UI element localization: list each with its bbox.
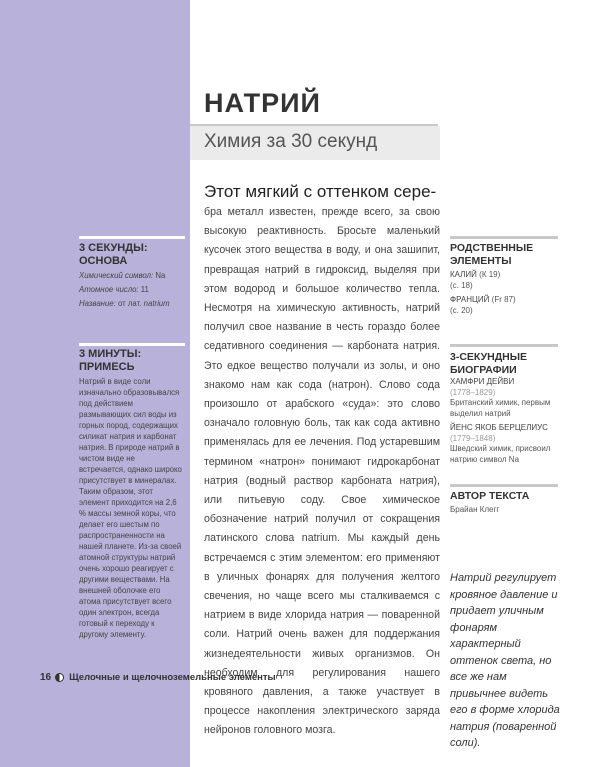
chapter-title: Щелочные и щелочноземельные элементы bbox=[69, 672, 276, 683]
related-item bbox=[450, 295, 560, 316]
bios-heading: 3-СЕКУНДНЫЕ БИОГРАФИИ bbox=[450, 351, 528, 376]
related-item bbox=[450, 270, 560, 291]
author-divider bbox=[450, 484, 558, 487]
three-seconds-heading: 3 СЕКУНДЫ: ОСНОВА bbox=[79, 242, 148, 267]
bio-name: ХАМФРИ ДЕЙВИ bbox=[450, 377, 515, 386]
page-subtitle: Химия за 30 секунд bbox=[204, 131, 378, 152]
three-seconds-divider bbox=[79, 236, 185, 239]
name-fact bbox=[79, 298, 185, 309]
lead-sentence: Этот мягкий с оттенком сере- bbox=[204, 182, 437, 201]
bio-item bbox=[450, 423, 560, 465]
bio-item bbox=[450, 377, 560, 419]
related-item-name: ФРАНЦИЙ bbox=[450, 295, 490, 304]
author-heading: АВТОР ТЕКСТА bbox=[450, 490, 530, 502]
related-divider bbox=[450, 236, 558, 239]
symbol-fact bbox=[79, 270, 185, 281]
page-footer bbox=[40, 672, 276, 683]
bio-desc: Шведский химик, присвоил натрию символ Na bbox=[450, 444, 551, 464]
page-number: 16 bbox=[40, 672, 52, 683]
name-value: от лат. bbox=[117, 299, 142, 308]
number-label: Атомное число: bbox=[79, 285, 139, 294]
bio-name: ЙЕНС ЯКОБ БЕРЦЕЛИУС bbox=[450, 423, 548, 432]
three-minutes-text: Натрий в виде соли изначально образовывался под действием размывающих сил воды из горных пород, содержащих силикат натрия и карбонат натрия. В природе натрий в чистом виде не встречается, однако широко присутствует в минералах. Таким образом, этот элемент приходится на 2,6 % массы земной коры, что делает его шестым по распространенности на нашей планете. Из-за своей атомной структуры натрий очень хорошо реагирует с другими веществами. На внешней оболочке его атома присутствует всего один электрон, всегда готовый к переходу к другому элементу. bbox=[79, 377, 182, 639]
three-seconds-facts bbox=[79, 270, 185, 309]
main-article-body: бра металл известен, прежде всего, за свою высокую реактивность. Бросьте маленький кусочек этого вещества в воду, и она зашипит, превращая натрий в гидроксид, выделяя при этом водород и большое количество тепла. Несмотря на химическую активность, натрий получил свое название в честь гораздо более седативного соединения — карбоната натрия. Это едкое вещество получали из золы, и оно знакомо нам как сода (натрон). Слово сода произошло от арабского «суда»: это слово означало головную боль, так как сода активно применялась для ее лечения. Под устаревшим термином «натрон» понимают гидрокарбонат натрия (водный раствор карбоната натрия), или питьевую соду. Свое химическое обозначение натрий получил от сокращения латинского слова natrium. Мы каждый день встречаемся с этим элементом: его применяют в уличных фонарях для получения желтого свечения, но чаще всего мы сталкиваемся с натрием в виде хлорида натрия — поваренной соли. Натрий очень важен для поддержания жизнедеятельности живых организмов. Он необходим для регулирования нашего кровяного давления, а также участвует в процессе накопления электрического заряда нейронов головного мозга. bbox=[204, 206, 440, 737]
symbol-value: Na bbox=[155, 271, 166, 280]
related-item-page: (с. 20) bbox=[450, 305, 473, 315]
related-item-ref: (Fr 87) bbox=[491, 295, 516, 304]
related-heading: РОДСТВЕННЫЕ ЭЛЕМЕНТЫ bbox=[450, 242, 534, 267]
name-latin: natrium bbox=[143, 299, 170, 308]
name-label: Название: bbox=[79, 299, 116, 308]
bio-years: (1779–1848) bbox=[450, 433, 496, 443]
bios-divider bbox=[450, 344, 558, 347]
bio-years: (1778–1829) bbox=[450, 387, 496, 397]
three-minutes-divider bbox=[79, 343, 185, 346]
related-item-name: КАЛИЙ bbox=[450, 270, 477, 279]
page-title: НАТРИЙ bbox=[204, 88, 321, 118]
symbol-label: Химический символ: bbox=[79, 271, 154, 280]
three-minutes-heading: 3 МИНУТЫ: ПРИМЕСЬ bbox=[79, 348, 142, 373]
half-circle-icon bbox=[55, 673, 64, 682]
related-item-ref: (К 19) bbox=[479, 270, 501, 279]
bios-list bbox=[450, 377, 560, 465]
number-value: 11 bbox=[140, 285, 149, 294]
author-name: Брайан Клегг bbox=[450, 505, 500, 514]
number-fact bbox=[79, 284, 185, 295]
bio-desc: Британский химик, первым выделил натрий bbox=[450, 398, 551, 418]
related-item-page: (с. 18) bbox=[450, 280, 473, 290]
illustration-caption: Натрий регулирует кровяное давление и придает уличным фонарям характерный оттенок света, но все же нам привычнее видеть его в форме хлорида натрия (поваренной соли). bbox=[450, 572, 560, 749]
related-list bbox=[450, 270, 560, 316]
